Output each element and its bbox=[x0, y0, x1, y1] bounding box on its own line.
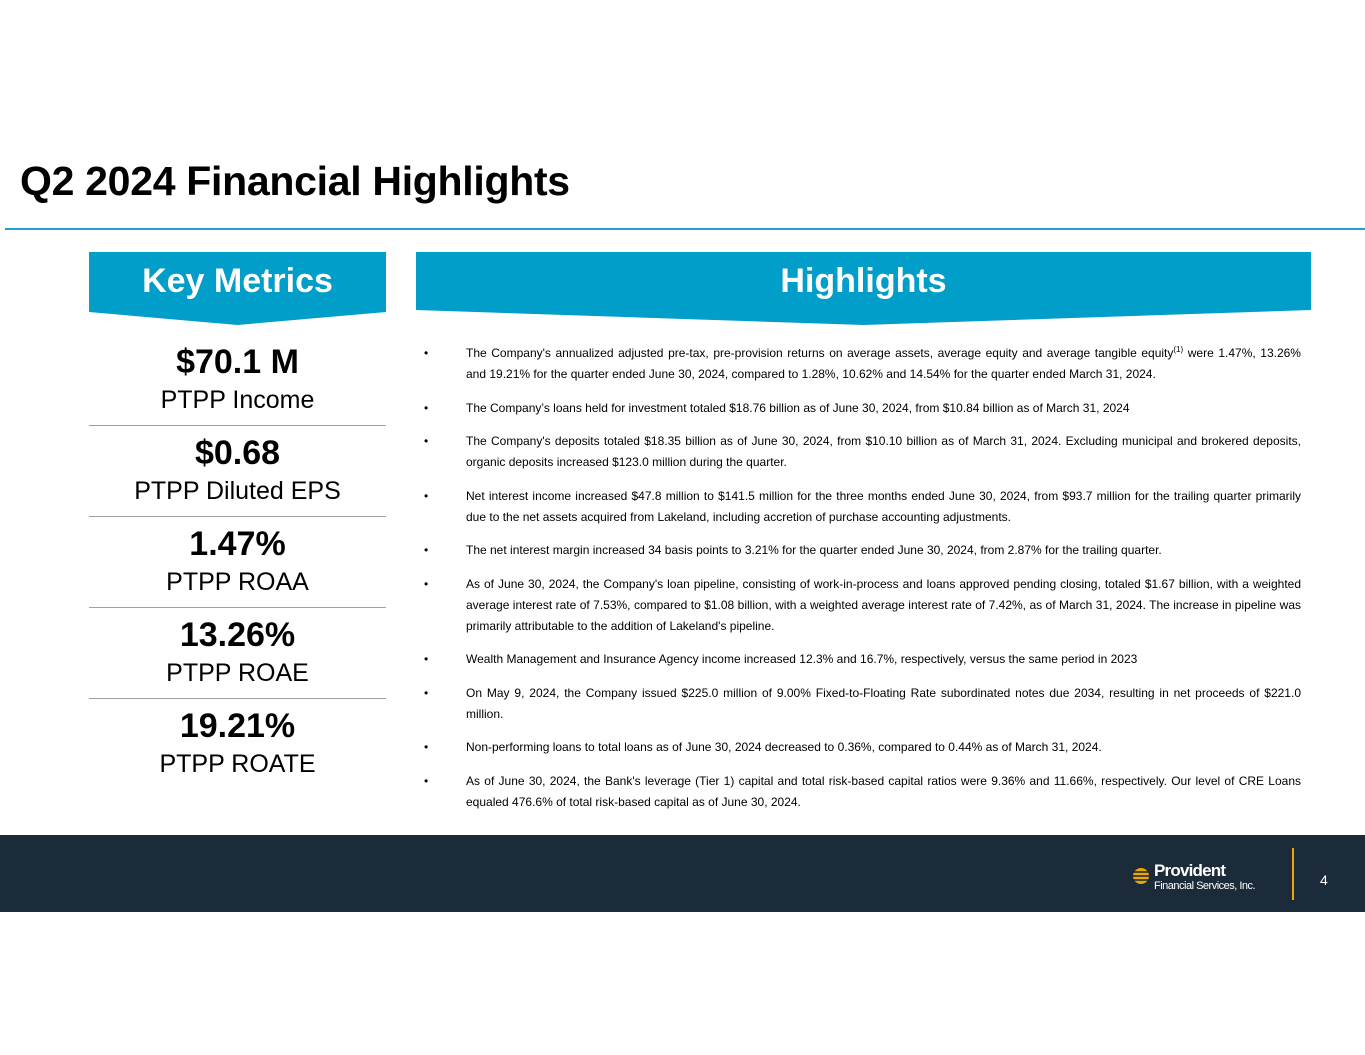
highlight-text: Net interest income increased $47.8 million to $141.5 million for the three months ended June 30, 2024, from $93.7 million for the trailing quarter primarily due to the net assets acquired from Lakeland, including accretion of purchase accounting adjustments. bbox=[466, 488, 1301, 524]
bullet-icon: • bbox=[424, 652, 429, 666]
metric-label: PTPP Diluted EPS bbox=[134, 477, 341, 505]
footer-divider bbox=[1292, 848, 1294, 900]
bullet-icon: • bbox=[424, 740, 429, 754]
metric-label: PTPP ROAA bbox=[166, 568, 309, 596]
provident-logo bbox=[1131, 861, 1281, 897]
metric-ptpp-income bbox=[89, 335, 386, 426]
list-item bbox=[424, 486, 1301, 528]
list-item bbox=[424, 431, 1301, 473]
bullet-icon: • bbox=[424, 543, 429, 557]
list-item bbox=[424, 574, 1301, 637]
bullet-icon: • bbox=[424, 434, 429, 448]
highlight-text: The net interest margin increased 34 basis points to 3.21% for the quarter ended June 30, 2024, from 2.87% for the trailing quarter. bbox=[466, 543, 1162, 557]
highlights-list bbox=[424, 343, 1301, 825]
list-item bbox=[424, 771, 1301, 813]
bullet-icon: • bbox=[424, 400, 429, 415]
logo-subtitle: Financial Services, Inc. bbox=[1154, 880, 1256, 892]
key-metrics-heading: Key Metrics bbox=[142, 261, 333, 300]
footnote-ref: (1) bbox=[1173, 345, 1184, 354]
list-item bbox=[424, 649, 1301, 670]
bullet-icon: • bbox=[424, 488, 429, 503]
provident-mark-icon bbox=[1131, 867, 1151, 885]
metric-label: PTPP ROAE bbox=[166, 659, 309, 687]
metric-value: 19.21% bbox=[179, 707, 296, 745]
highlight-text: were 1.47%, 13.26% and 19.21% for the quarter ended June 30, 2024, compared to 1.28%, 10.62% and 14.54% for the quarter ended March 31, 2024. bbox=[466, 346, 1301, 381]
highlight-text: On May 9, 2024, the Company issued $225.0 million of 9.00% Fixed-to-Floating Rate subordinated notes due 2034, resulting in net proceeds of $221.0 million. bbox=[466, 685, 1301, 721]
metric-value: $0.68 bbox=[194, 434, 281, 472]
metric-ptpp-roae bbox=[89, 608, 386, 699]
bullet-icon: • bbox=[424, 346, 429, 360]
list-item bbox=[424, 540, 1301, 561]
metric-value: 13.26% bbox=[179, 616, 296, 654]
metric-label: PTPP Income bbox=[160, 386, 315, 414]
highlights-banner bbox=[416, 252, 1311, 325]
list-item bbox=[424, 343, 1301, 385]
metric-label: PTPP ROATE bbox=[159, 750, 316, 778]
bullet-icon: • bbox=[424, 576, 429, 591]
page-number: 4 bbox=[1320, 872, 1328, 888]
page-title: Q2 2024 Financial Highlights bbox=[20, 158, 570, 204]
highlight-text: As of June 30, 2024, the Bank's leverage (Tier 1) capital and total risk-based capital ratios were 9.36% and 11.66%, respectively. Our level of CRE Loans equaled 476.6% of total risk-based capital as of June 30, 2024. bbox=[466, 773, 1301, 809]
metric-ptpp-roate bbox=[89, 699, 386, 790]
highlight-text: Wealth Management and Insurance Agency income increased 12.3% and 16.7%, respectively, versus the same period in 2023 bbox=[466, 652, 1138, 666]
logo-name: Provident bbox=[1154, 861, 1226, 880]
metric-value: $70.1 M bbox=[176, 343, 299, 381]
highlight-text: As of June 30, 2024, the Company's loan pipeline, consisting of work-in-process and loans approved pending closing, totaled $1.67 billion, with a weighted average interest rate of 7.53%, compared to $1.08 billion, with a weighted average interest rate of 7.42%, as of March 31, 2024. The increase in pipeline was primarily attributable to the addition of Lakeland's pipeline. bbox=[466, 576, 1301, 633]
metric-value: 1.47% bbox=[189, 525, 286, 563]
title-divider bbox=[5, 228, 1365, 230]
highlights-heading: Highlights bbox=[780, 261, 947, 300]
list-item bbox=[424, 737, 1301, 758]
metric-ptpp-roaa bbox=[89, 517, 386, 608]
bullet-icon: • bbox=[424, 685, 429, 700]
list-item bbox=[424, 398, 1301, 419]
highlight-text: The Company’s loans held for investment totaled $18.76 billion as of June 30, 2024, from $10.84 billion as of March 31, 2024 bbox=[466, 400, 1130, 415]
metric-ptpp-diluted-eps bbox=[89, 426, 386, 517]
highlight-text: The Company's annualized adjusted pre-tax, pre-provision returns on average assets, average equity and average tangible equity bbox=[466, 346, 1174, 360]
key-metrics-list bbox=[89, 335, 386, 790]
bullet-icon: • bbox=[424, 773, 429, 788]
key-metrics-banner bbox=[89, 252, 386, 325]
highlight-text: The Company's deposits totaled $18.35 billion as of June 30, 2024, from $10.10 billion as of March 31, 2024. Excluding municipal and brokered deposits, organic deposits increased $123.0 million during the quarter. bbox=[466, 434, 1301, 469]
highlight-text: Non-performing loans to total loans as of June 30, 2024 decreased to 0.36%, compared to 0.44% as of March 31, 2024. bbox=[466, 740, 1102, 754]
list-item bbox=[424, 683, 1301, 725]
